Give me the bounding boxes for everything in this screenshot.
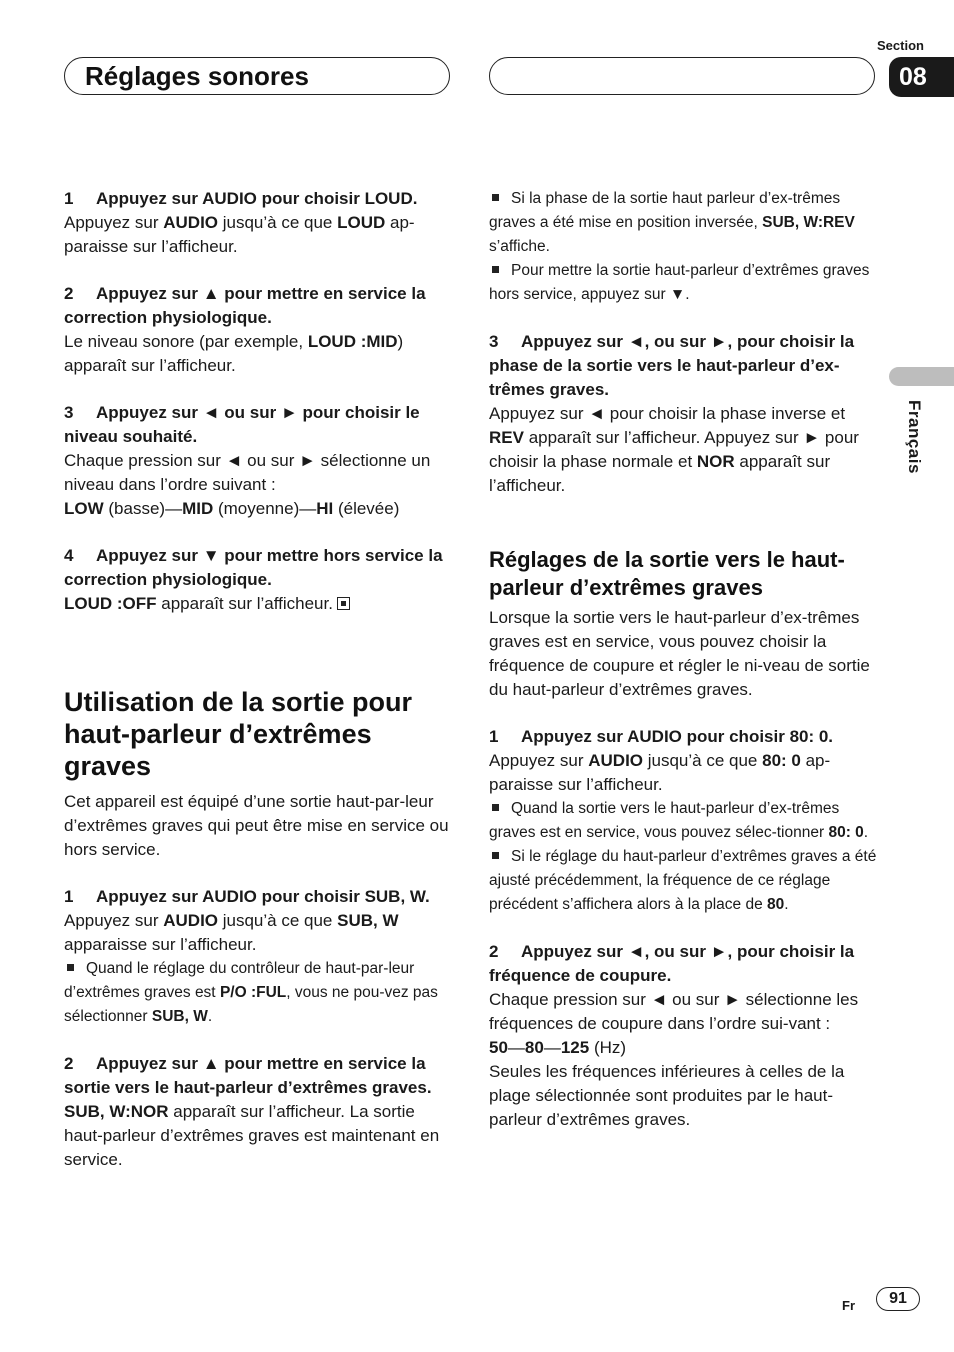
section-heading: Utilisation de la sortie pour haut-parleur d’extrêmes graves bbox=[64, 687, 413, 781]
note: Quand le réglage du contrôleur de haut-par-leur d’extrêmes graves est P/O :FUL, vous ne pou-vez pas sélectionner SUB, W. bbox=[64, 960, 438, 1025]
header-empty-pill bbox=[489, 57, 875, 95]
step-body: Appuyez sur AUDIO jusqu’à ce que LOUD ap-paraisse sur l’afficheur. bbox=[64, 213, 415, 256]
note: Pour mettre la sortie haut-parleur d’extrêmes graves hors service, appuyez sur ▼. bbox=[489, 262, 870, 303]
step-body: Appuyez sur AUDIO jusqu’à ce que SUB, W apparaisse sur l’afficheur. bbox=[64, 911, 399, 954]
step-body: Appuyez sur ◄ pour choisir la phase inverse et REV apparaît sur l’afficheur. Appuyez sur ► pour choisir la phase normale et NOR apparaît sur l’afficheur. bbox=[489, 404, 859, 495]
step-heading: 2 Appuyez sur ◄, ou sur ►, pour choisir la fréquence de coupure. bbox=[489, 942, 855, 985]
step-heading: 2 Appuyez sur ▲ pour mettre en service la sortie vers le haut-parleur d’extrêmes graves. bbox=[64, 1054, 432, 1097]
level-sequence: LOW (basse)—MID (moyenne)—HI (élevée) bbox=[64, 499, 400, 518]
bullet-icon bbox=[492, 194, 499, 201]
right-column bbox=[489, 187, 879, 1132]
header-title-pill bbox=[64, 57, 450, 95]
step-heading: 2 Appuyez sur ▲ pour mettre en service la correction physiologique. bbox=[64, 284, 426, 327]
step-body: Seules les fréquences inférieures à celles de la plage sélectionnée sont produites par le haut-parleur d’extrêmes graves. bbox=[489, 1062, 845, 1129]
step-heading: 3 Appuyez sur ◄ ou sur ► pour choisir le niveau souhaité. bbox=[64, 403, 420, 446]
left-column bbox=[64, 187, 454, 1172]
frequency-sequence: 50—80—125 (Hz) bbox=[489, 1038, 627, 1057]
page-title: Réglages sonores bbox=[85, 61, 309, 91]
bullet-icon bbox=[67, 964, 74, 971]
section-label: Section bbox=[877, 38, 924, 53]
section-number: 08 bbox=[889, 57, 954, 97]
language-tab bbox=[889, 367, 954, 386]
footer-language: Fr bbox=[842, 1298, 855, 1313]
step-heading: 1 Appuyez sur AUDIO pour choisir LOUD. bbox=[64, 189, 418, 208]
step-heading: 1 Appuyez sur AUDIO pour choisir SUB, W. bbox=[64, 887, 430, 906]
step-body: LOUD :OFF apparaît sur l’afficheur. bbox=[64, 592, 454, 616]
page-number: 91 bbox=[876, 1287, 920, 1311]
step-body: Appuyez sur AUDIO jusqu’à ce que 80: 0 ap-paraisse sur l’afficheur. bbox=[489, 751, 831, 794]
step-heading: 4 Appuyez sur ▼ pour mettre hors service la correction physiologique. bbox=[64, 546, 443, 589]
note: Si la phase de la sortie haut parleur d’ex-trêmes graves a été mise en position inversée, SUB, W:REV s’affiche. bbox=[489, 190, 855, 255]
step-body: Chaque pression sur ◄ ou sur ► sélectionne les fréquences de coupure dans l’ordre sui-vant : bbox=[489, 990, 859, 1033]
language-label: Français bbox=[905, 400, 924, 474]
step-heading: 1 Appuyez sur AUDIO pour choisir 80: 0. bbox=[489, 727, 834, 746]
note: Quand la sortie vers le haut-parleur d’ex-trêmes graves est en service, vous pouvez sélec-tionner 80: 0. bbox=[489, 800, 869, 841]
bullet-icon bbox=[492, 852, 499, 859]
step-body: Chaque pression sur ◄ ou sur ► sélectionne un niveau dans l’ordre suivant : bbox=[64, 451, 431, 494]
note: Si le réglage du haut-parleur d’extrêmes graves a été ajusté précédemment, la fréquence de ce réglage précédent s’affichera alors à la place de 80. bbox=[489, 848, 877, 913]
step-heading: 3 Appuyez sur ◄, ou sur ►, pour choisir la phase de la sortie vers le haut-parleur d’ex-trêmes graves. bbox=[489, 332, 855, 399]
section-intro: Cet appareil est équipé d’une sortie haut-par-leur d’extrêmes graves qui peut être mise en service ou hors service. bbox=[64, 792, 449, 859]
bullet-icon bbox=[492, 804, 499, 811]
end-mark-icon bbox=[337, 597, 350, 610]
step-body: SUB, W:NOR apparaît sur l’afficheur. La sortie haut-parleur d’extrêmes graves est maintenant en service. bbox=[64, 1102, 440, 1169]
bullet-icon bbox=[492, 266, 499, 273]
subsection-heading: Réglages de la sortie vers le haut-parleur d’extrêmes graves bbox=[489, 547, 845, 600]
subsection-intro: Lorsque la sortie vers le haut-parleur d’ex-trêmes graves est en service, vous pouvez choisir la fréquence de coupure et régler le ni-veau de sortie du haut-parleur d’extrêmes graves. bbox=[489, 608, 870, 699]
step-body: Le niveau sonore (par exemple, LOUD :MID) apparaît sur l’afficheur. bbox=[64, 332, 404, 375]
